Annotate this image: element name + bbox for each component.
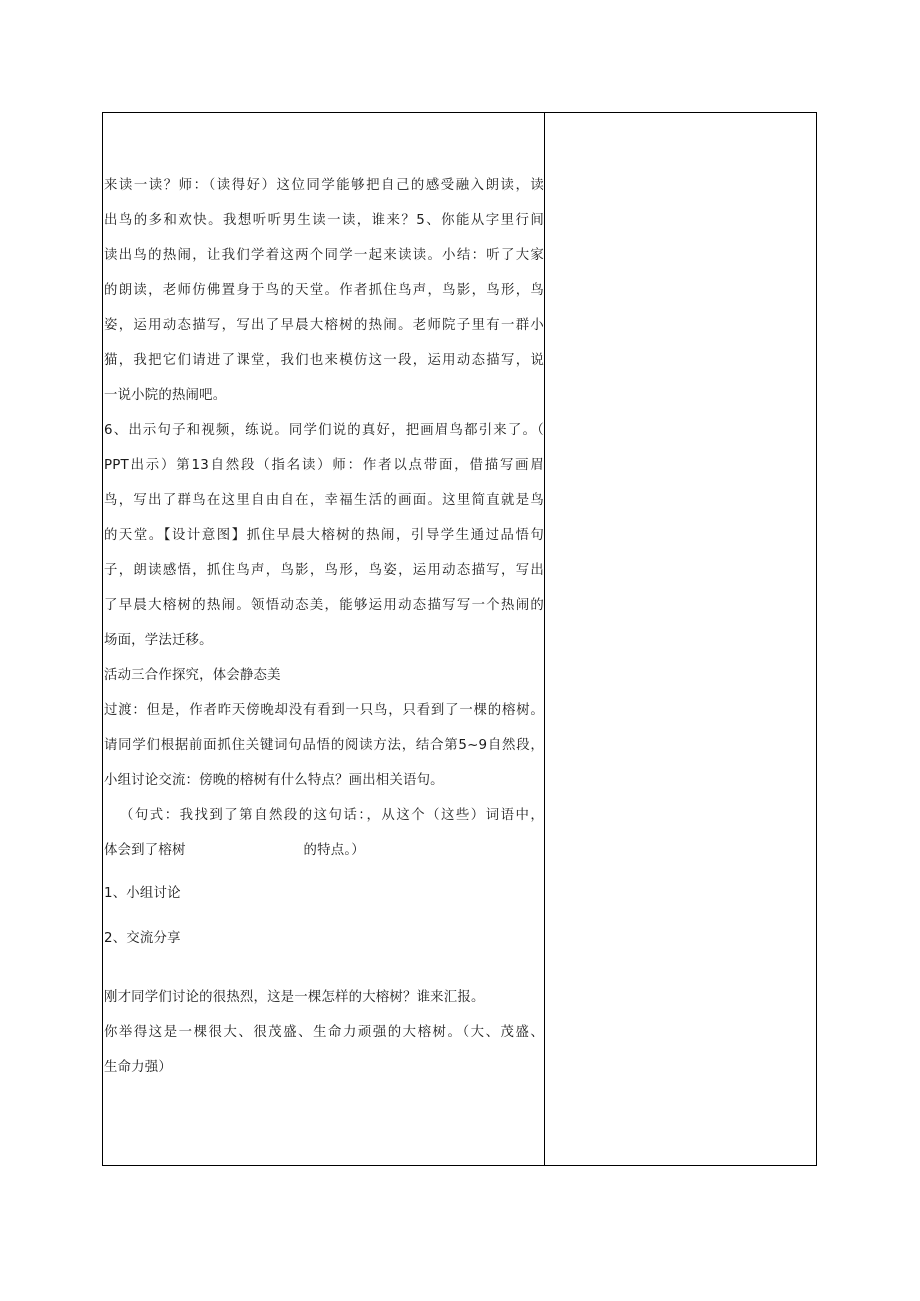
- section-heading: 活动三合作探究，体会静态美: [104, 668, 281, 683]
- text-line: 小组讨论交流：傍晚的榕树有什么特点？画出相关语句。: [104, 773, 444, 788]
- text-line: PPT出示）第13自然段（指名读）师：作者以点带面，借描写画眉: [104, 458, 544, 473]
- text-line: 猫，我把它们请进了课堂，我们也来模仿这一段，运用动态描写，说: [104, 353, 544, 368]
- text-line: 鸟，写出了群鸟在这里自由自在，幸福生活的画面。这里简直就是鸟: [104, 493, 544, 508]
- text-line: 6、出示句子和视频，练说。同学们说的真好，把画眉鸟都引来了。（: [104, 423, 544, 438]
- lesson-content-cell: [103, 113, 544, 1165]
- text-line: 刚才同学们讨论的很热烈，这是一棵怎样的大榕树？谁来汇报。: [104, 990, 485, 1005]
- text-line: 的天堂。【设计意图】抓住早晨大榕树的热闹，引导学生通过品悟句: [104, 528, 544, 543]
- list-item: 2、交流分享: [104, 931, 181, 946]
- text-line: 姿，运用动态描写，写出了早晨大榕树的热闹。老师院子里有一群小: [104, 318, 544, 333]
- text-line: 了早晨大榕树的热闹。领悟动态美，能够运用动态描写写一个热闹的: [104, 598, 544, 613]
- text-line: 读出鸟的热闹，让我们学着这两个同学一起来读读。小结：听了大家: [104, 248, 544, 263]
- text-line: 的朗读，老师仿佛置身于鸟的天堂。作者抓住鸟声，鸟影，鸟形，鸟: [104, 283, 544, 298]
- text-line: 请同学们根据前面抓住关键词句品悟的阅读方法，结合第5~9自然段，: [104, 738, 544, 753]
- text-line: 来读一读？师：（读得好）这位同学能够把自己的感受融入朗读，读: [104, 178, 544, 193]
- list-item: 1、小组讨论: [104, 886, 181, 901]
- sentence-pattern-part: 体会到了榕树: [104, 843, 186, 858]
- text-line: 一说小院的热闹吧。: [104, 388, 227, 403]
- text-line: 子，朗读感悟，抓住鸟声，鸟影，鸟形，鸟姿，运用动态描写，写出: [104, 563, 544, 578]
- text-line: 生命力强）: [104, 1060, 172, 1075]
- sentence-pattern-part: 的特点。）: [303, 843, 365, 858]
- text-line: 你举得这是一棵很大、很茂盛、生命力顽强的大榕树。（大、茂盛、: [104, 1025, 544, 1040]
- sentence-pattern-line: [104, 841, 544, 861]
- text-line: 出鸟的多和欢快。我想听听男生读一读，谁来？5、你能从字里行间: [104, 213, 544, 228]
- notes-cell: [545, 113, 816, 1165]
- text-line: 场面，学法迁移。: [104, 633, 213, 648]
- lesson-table: [102, 112, 817, 1166]
- text-line: 过渡：但是，作者昨天傍晚却没有看到一只鸟，只看到了一棵的榕树。: [104, 703, 544, 718]
- sentence-pattern-line: （句式：我找到了第自然段的这句话：，从这个（这些）词语中，: [120, 808, 544, 823]
